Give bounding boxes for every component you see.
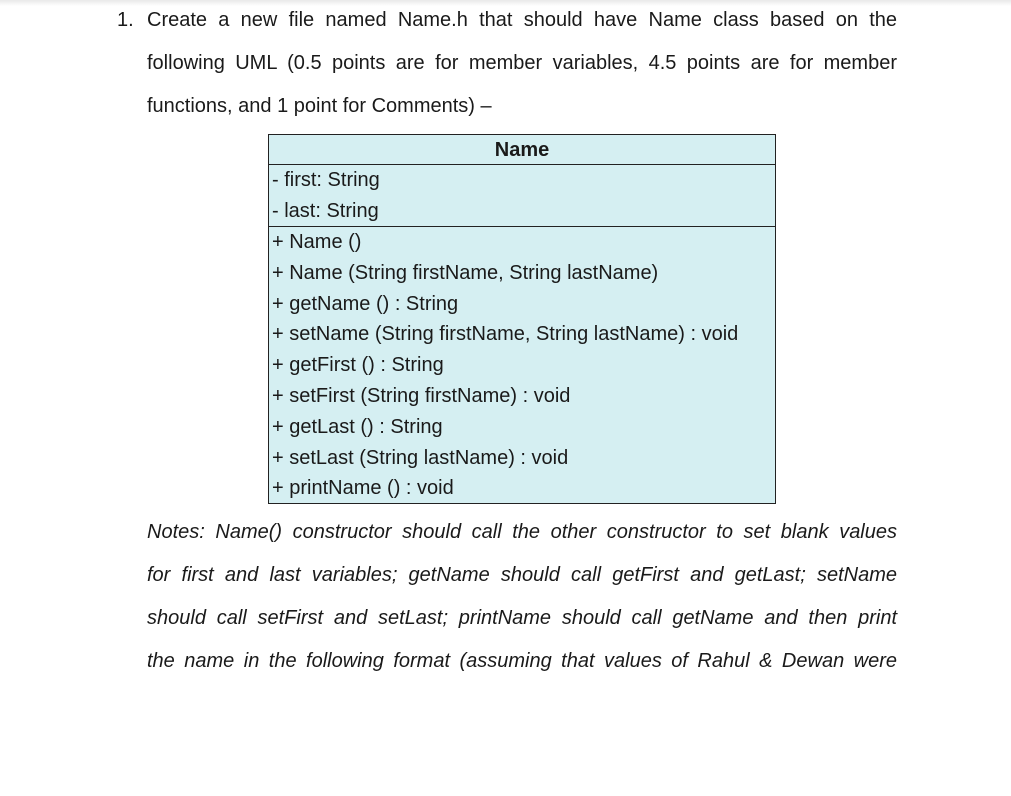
instruction-line-3: functions, and 1 point for Comments) – bbox=[147, 95, 492, 117]
uml-class-diagram bbox=[268, 134, 776, 504]
uml-operation: + printName () : void bbox=[272, 477, 454, 500]
notes-line-2: for first and last variables; getName should call getFirst and getLast; setName bbox=[147, 564, 897, 586]
list-item-number: 1. bbox=[117, 9, 134, 31]
uml-attribute: - last: String bbox=[272, 199, 379, 222]
uml-operation: + Name () bbox=[272, 231, 362, 253]
notes-line-4: the name in the following format (assuming that values of Rahul & Dewan were bbox=[147, 650, 897, 672]
uml-operation: + getLast () : String bbox=[272, 415, 443, 438]
notes-line-3: should call setFirst and setLast; printName should call getName and then print bbox=[147, 607, 897, 629]
uml-operations-section bbox=[269, 227, 775, 504]
instruction-line-2: following UML (0.5 points are for member variables, 4.5 points are for member bbox=[147, 52, 897, 74]
uml-operation: + setFirst (String firstName) : void bbox=[272, 384, 571, 407]
uml-attributes-section bbox=[269, 165, 775, 227]
uml-operation: + getFirst () : String bbox=[272, 354, 444, 377]
uml-class-name: Name bbox=[269, 135, 775, 165]
uml-operation: + getName () : String bbox=[272, 292, 459, 315]
instruction-line-1: Create a new file named Name.h that should have Name class based on the bbox=[147, 9, 897, 31]
uml-operation: + setLast (String lastName) : void bbox=[272, 446, 569, 469]
uml-attribute: - first: String bbox=[272, 169, 380, 191]
notes-line-1: Notes: Name() constructor should call the other constructor to set blank values bbox=[147, 521, 897, 543]
uml-operation: + Name (String firstName, String lastName) bbox=[272, 261, 659, 284]
uml-operation: + setName (String firstName, String lastName) : void bbox=[272, 323, 739, 346]
